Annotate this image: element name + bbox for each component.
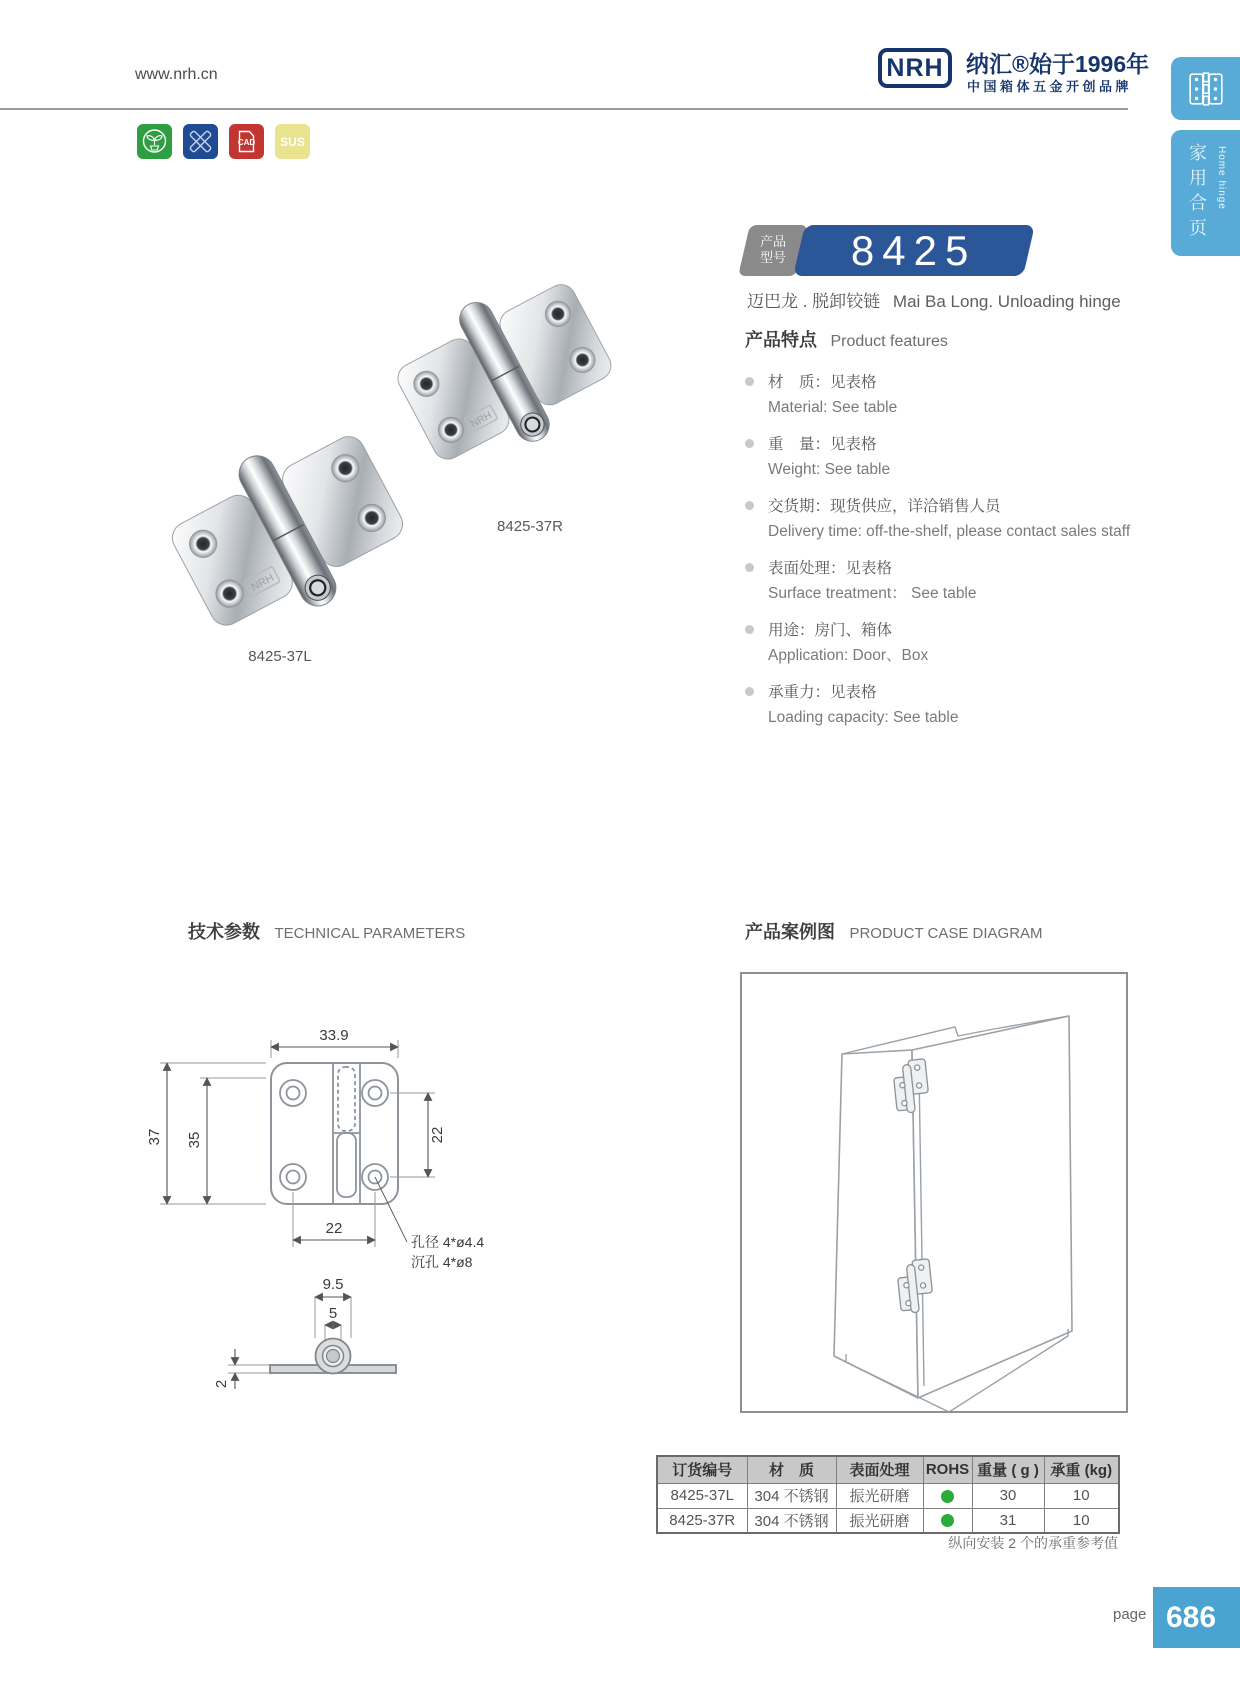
hinge-photo-left (140, 400, 434, 662)
rohs-pass-dot (941, 1490, 954, 1503)
model-tag-line2: 型号 (759, 250, 786, 266)
dim-hole-spacing-v: 22 (429, 1126, 446, 1144)
feature-item (745, 620, 1137, 668)
col-material: 材 质 (747, 1456, 836, 1483)
feature-cn: 用途：房门、箱体 (768, 621, 893, 639)
category-icon-tab (1171, 57, 1240, 120)
nrh-logo-text: NRH (886, 53, 944, 82)
col-weight: 重量 ( g ) (972, 1456, 1044, 1483)
dim-hole-spacing-h: 22 (325, 1220, 343, 1237)
col-surface: 表面处理 (836, 1456, 923, 1483)
feature-item (745, 434, 1137, 482)
feature-en: Weight: See table (768, 461, 891, 479)
feature-cn: 重 量：见表格 (768, 435, 877, 453)
dim-height: 37 (146, 1128, 163, 1146)
dim-width: 33.9 (319, 1027, 349, 1044)
hole-note-2: 沉孔 4*ø8 (411, 1254, 473, 1270)
feature-cn: 材 质：见表格 (768, 374, 877, 391)
feature-en: Delivery time: off-the-shelf, please contact sales staff (768, 523, 1131, 541)
category-name-en: Home hinge (1216, 146, 1227, 210)
feature-cn: 承重力：见表格 (768, 683, 877, 701)
page-number: 686 (1166, 1600, 1217, 1634)
feature-en: Loading capacity: See table (768, 709, 959, 727)
website-url: www.nrh.cn (135, 66, 218, 83)
col-order-no: 订货编号 (657, 1456, 747, 1483)
page-number-badge (1153, 1587, 1240, 1648)
cell-material: 304 不锈钢 (747, 1483, 836, 1508)
feature-cn: 表面处理：见表格 (768, 559, 893, 577)
product-name-cn: 迈巴龙 . 脱卸铰链 (747, 292, 881, 311)
feature-en: Material: See table (768, 399, 898, 417)
nrh-logo (878, 48, 952, 88)
design-tools-icon (183, 124, 218, 159)
case-title-cn: 产品案例图 (745, 922, 835, 942)
cad-file-icon (229, 124, 264, 159)
eco-plant-icon (137, 124, 172, 159)
feature-en: Application: Door、Box (768, 647, 929, 665)
cell-surface: 振光研磨 (836, 1483, 923, 1508)
category-label-tab (1171, 130, 1240, 256)
category-name-cn: 家用合页 (1187, 143, 1207, 243)
feature-en: Surface treatment： See table (768, 585, 977, 603)
cell-weight: 30 (972, 1483, 1044, 1508)
rohs-pass-dot (941, 1514, 954, 1527)
header-divider (0, 108, 1128, 110)
cell-order-no: 8425-37R (657, 1508, 747, 1533)
cell-rohs (923, 1508, 972, 1533)
dim-inner-height: 35 (186, 1131, 203, 1149)
product-name-en: Mai Ba Long. Unloading hinge (892, 292, 1121, 311)
features-title-cn: 产品特点 (745, 330, 817, 350)
case-diagram-title (745, 918, 1043, 944)
feature-item (745, 682, 1137, 730)
product-features (745, 326, 1137, 744)
sus-label: SUS (280, 135, 305, 149)
feature-cn: 交货期：现货供应，详洽销售人员 (768, 497, 1001, 515)
case-diagram-drawing (742, 974, 1126, 1411)
tech-params-title (188, 918, 465, 944)
technical-drawing (140, 950, 500, 1400)
cell-capacity: 10 (1044, 1483, 1119, 1508)
features-title-en: Product features (830, 333, 948, 350)
dim-thickness: 2 (213, 1379, 230, 1389)
cad-label: CAD (237, 138, 256, 147)
cert-badge-row (137, 124, 310, 159)
tech-title-cn: 技术参数 (188, 922, 260, 942)
product-subtitle (747, 287, 1121, 312)
hole-note-1: 孔径 4*ø4.4 (411, 1234, 485, 1250)
table-row (657, 1483, 1119, 1508)
col-rohs: ROHS (923, 1456, 972, 1483)
model-number-banner (793, 225, 1035, 276)
cell-capacity: 10 (1044, 1508, 1119, 1533)
brand-title: 纳汇®始于1996年 (966, 51, 1150, 77)
table-note: 纵向安装 2 个的承重参考值 (948, 1535, 1118, 1551)
page-label: page (1113, 1606, 1147, 1623)
case-diagram-box (740, 972, 1128, 1413)
cell-weight: 31 (972, 1508, 1044, 1533)
feature-item (745, 372, 1137, 420)
cell-order-no: 8425-37L (657, 1483, 747, 1508)
cell-surface: 振光研磨 (836, 1508, 923, 1533)
dim-knuckle-width: 9.5 (322, 1276, 344, 1293)
brand-subtitle: 中国箱体五金开创品牌 (967, 79, 1133, 94)
hinge-right-label: 8425-37R (497, 518, 563, 535)
butt-hinge-icon (1187, 70, 1225, 108)
col-capacity: 承重 (kg) (1044, 1456, 1119, 1483)
sus-material-icon (275, 124, 310, 159)
feature-item (745, 558, 1137, 606)
spec-table (656, 1455, 1120, 1534)
cell-material: 304 不锈钢 (747, 1508, 836, 1533)
spec-table-header-row (657, 1456, 1119, 1483)
tech-title-en: TECHNICAL PARAMETERS (274, 925, 466, 942)
dim-pin-width: 5 (328, 1305, 338, 1322)
table-row (657, 1508, 1119, 1533)
model-number: 8425 (851, 226, 977, 274)
model-tag-line1: 产品 (759, 234, 786, 250)
cell-rohs (923, 1483, 972, 1508)
feature-item (745, 496, 1137, 544)
case-title-en: PRODUCT CASE DIAGRAM (849, 925, 1043, 942)
hinge-left-label: 8425-37L (248, 648, 312, 665)
